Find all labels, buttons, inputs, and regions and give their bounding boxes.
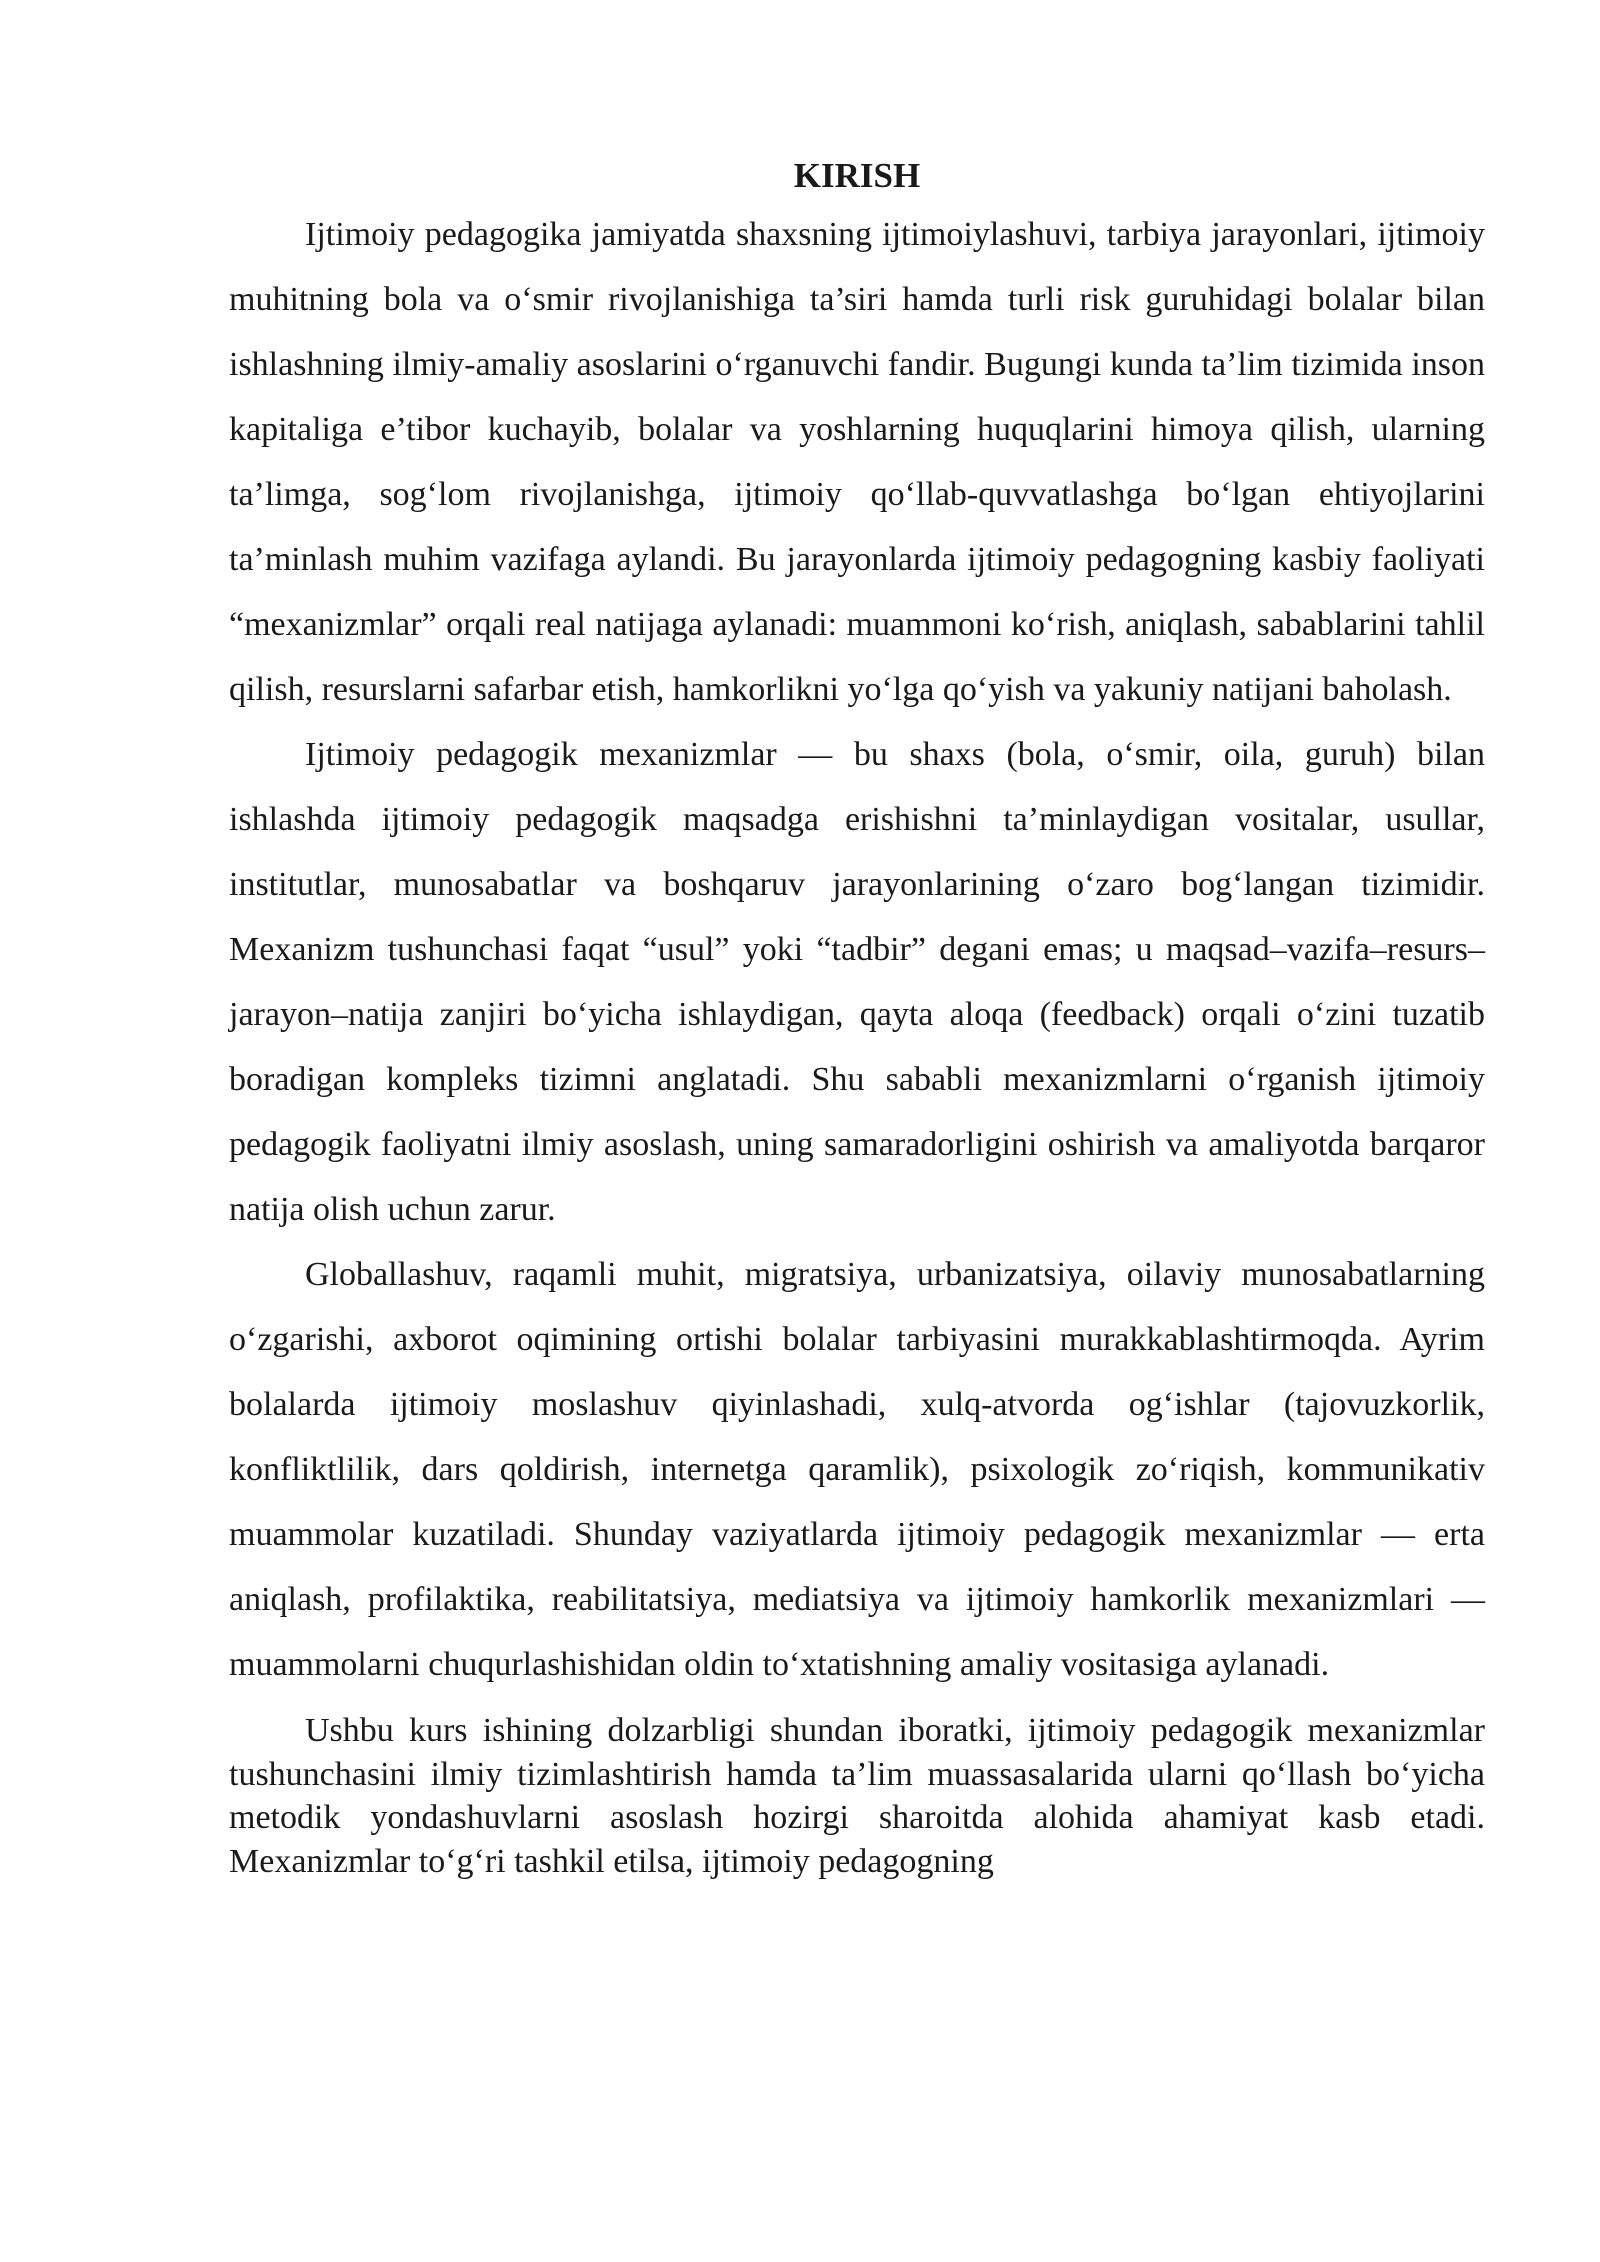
paragraph-1: Ijtimoiy pedagogika jamiyatda shaxsning ijtimoiylashuvi, tarbiya jarayonlari, ijtimoiy muhitning bola va o‘smir rivojlanishiga ta’siri hamda turli risk guruhidagi bolalar bilan ishlashning ilmiy-amaliy asoslarini o‘rganuvchi fandir. Bugungi kunda ta’lim tizimida inson kapitaliga e’tibor kuchayib, bolalar va yoshlarning huquqlarini himoya qilish, ularning ta’limga, sog‘lom rivojlanishga, ijtimoiy qo‘llab-quvvatlashga bo‘lgan ehtiyojlarini ta’minlash muhim vazifaga aylandi. Bu jarayonlarda ijtimoiy pedagogning kasbiy faoliyati “mexanizmlar” orqali real natijaga aylanadi: muammoni ko‘rish, aniqlash, sabablarini tahlil qilish, resurslarni safarbar etish, hamkorlikni yo‘lga qo‘yish va yakuniy natijani baholash.	[229, 216, 1485, 708]
paragraph-4: Ushbu kurs ishining dolzarbligi shundan iboratki, ijtimoiy pedagogik mexanizmlar tushunchasini ilmiy tizimlashtirish hamda ta’lim muassasalarida ularni qo‘llash bo‘yicha metodik yondashuvlarni asoslash hozirgi sharoitda alohida ahamiyat kasb etadi. Mexanizmlar to‘g‘ri tashkil etilsa, ijtimoiy pedagogning	[229, 1712, 1485, 1880]
paragraph-2: Ijtimoiy pedagogik mexanizmlar — bu shaxs (bola, o‘smir, oila, guruh) bilan ishlashda ijtimoiy pedagogik maqsadga erishishni ta’minlaydigan vositalar, usullar, institutlar, munosabatlar va boshqaruv jarayonlarining o‘zaro bog‘langan tizimidir. Mexanizm tushunchasi faqat “usul” yoki “tadbir” degani emas; u maqsad–vazifa–resurs–jarayon–natija zanjiri bo‘yicha ishlaydigan, qayta aloqa (feedback) orqali o‘zini tuzatib boradigan kompleks tizimni anglatadi. Shu sababli mexanizmlarni o‘rganish ijtimoiy pedagogik faoliyatni ilmiy asoslash, uning samaradorligini oshirish va amaliyotda barqaror natija olish uchun zarur.	[229, 736, 1485, 1228]
paragraph-3: Globallashuv, raqamli muhit, migratsiya, urbanizatsiya, oilaviy munosabatlarning o‘zgarishi, axborot oqimining ortishi bolalar tarbiyasini murakkablashtirmoqda. Ayrim bolalarda ijtimoiy moslashuv qiyinlashadi, xulq-atvorda og‘ishlar (tajovuzkorlik, konfliktlilik, dars qoldirish, internetga qaramlik), psixologik zo‘riqish, kommunikativ muammolar kuzatiladi. Shunday vaziyatlarda ijtimoiy pedagogik mexanizmlar — erta aniqlash, profilaktika, reabilitatsiya, mediatsiya va ijtimoiy hamkorlik mexanizmlari — muammolarni chuqurlashishidan oldin to‘xtatishning amaliy vositasiga aylanadi.	[229, 1256, 1485, 1683]
document-page	[229, 150, 1485, 1883]
section-title: KIRISH	[793, 156, 921, 195]
